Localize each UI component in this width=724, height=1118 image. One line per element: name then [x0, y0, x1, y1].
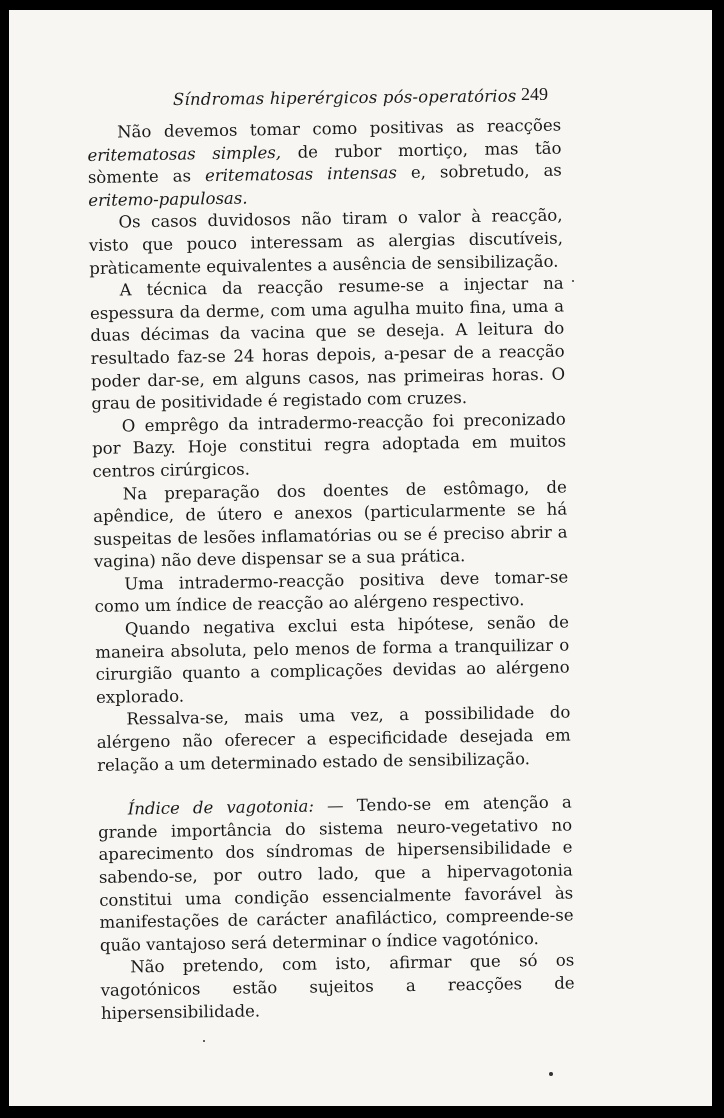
emphasis: eritematosas simples,	[87, 142, 282, 165]
paragraph-2: Os casos duvidosos não tiram o valor à reacção, visto que pouco interessam as alergias discutíveis, pràticamente equivalentes a ausência de sensibilização.	[88, 205, 564, 278]
paragraph-3: A técnica da reacção resume-se a injectar na espessura da derme, com uma agulha muito fina, uma a duas décimas da vacina que se deseja. A leitura do resultado faz-se 24 horas depois, a-pesar de a reacção poder dar-se, em alguns casos, nas primeiras horas. O grau de positividade é registado com cruzes.	[89, 273, 566, 414]
ink-speck	[203, 1040, 205, 1042]
paragraph-4: O emprêgo da intradermo-reacção foi preconizado por Bazy. Hoje constitui regra adoptada em muitos centros cirúrgicos.	[91, 409, 567, 481]
running-title: Síndromas hiperérgicos pós-operatórios	[172, 86, 517, 109]
emphasis: eritematosas intensas	[204, 163, 398, 186]
page-header	[9, 82, 712, 112]
paragraph-5: Na preparação dos doentes de estômago, de apêndice, de útero e anexos (particularmente se há suspeitas de lesões inflamatórias ou se é preciso abrir a vagina) não deve dispensar se a sua prática.	[93, 477, 568, 572]
paragraph-1: Não devemos tomar como positivas as reacções eritematosas simples, de rubor mortiço, mas tão sòmente as eritematosas intensas e, sobretudo, as eritemo-papulosas.	[87, 115, 562, 210]
section-heading: Índice de vagotonia:	[127, 796, 315, 819]
paragraph-6: Uma intradermo-reacção positiva deve tomar-se como um índice de reacção ao alérgeno respectivo.	[94, 567, 569, 617]
paragraph-closing: Não pretendo, com isto, afirmar que só os vagotónicos estão sujeitos a reacções de hipersensibilidade.	[100, 950, 575, 1023]
emphasis: eritemo-papulosas.	[88, 188, 248, 210]
ink-speck	[549, 1072, 553, 1076]
page-number: 249	[521, 84, 548, 104]
ink-speck	[572, 280, 574, 282]
paragraph-7: Quando negativa exclui esta hipótese, senão de maneira absoluta, pelo menos de forma a tranquilizar o cirurgião quanto a complicações devidas ao alérgeno explorado.	[95, 612, 570, 707]
paragraph-8: Ressalva-se, mais uma vez, a possibilidade do alérgeno não oferecer a especificidade desejada em relação a um determinado estado de sensibilização.	[96, 702, 571, 775]
section-vagotonia: Índice de vagotonia: — Tendo-se em atenção a grande importância do sistema neuro-vegetativo no aparecimento dos síndromas de hipersensibilidade e sabendo-se, por outro lado, que a hipervagotonia constitui uma condição essencialmente favorável às manifestações de carácter anafiláctico, compreende-se quão vantajoso será determinar o índice vagotónico.	[98, 792, 574, 955]
book-page	[9, 10, 712, 1106]
body-text	[87, 115, 575, 1025]
